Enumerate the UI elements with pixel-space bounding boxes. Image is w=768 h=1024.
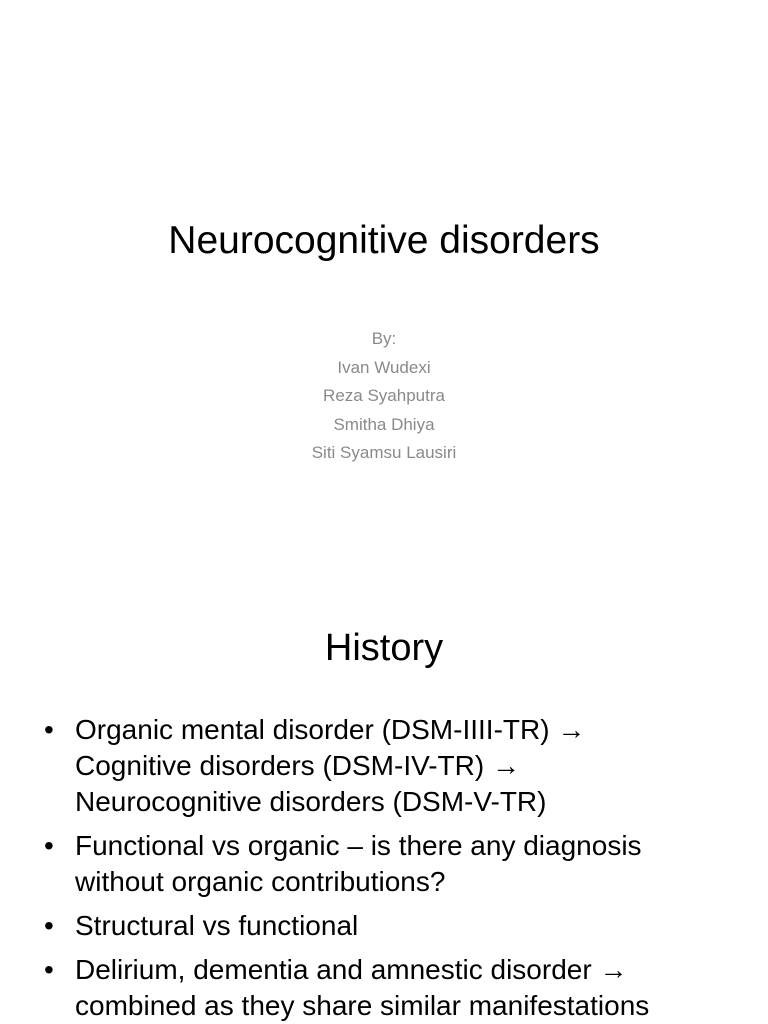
bullet-text-line: Structural vs functional bbox=[75, 910, 359, 941]
bullet-text-line: Functional vs organic – is there any diagnosis bbox=[75, 830, 642, 861]
bullet-list bbox=[0, 712, 768, 1024]
bullet-item bbox=[0, 952, 768, 1024]
bullet-text-line: Neurocognitive disorders (DSM-V-TR) bbox=[75, 786, 547, 817]
byline-label: By: bbox=[371, 329, 397, 348]
author-name: Siti Syamsu Lausiri bbox=[311, 443, 457, 462]
bullet-text-line: combined as they share similar manifestations bbox=[75, 990, 650, 1021]
slide-title: Neurocognitive disorders bbox=[168, 219, 600, 262]
bullet-icon: • bbox=[44, 830, 54, 861]
author-byline bbox=[0, 325, 768, 468]
author-name: Smitha Dhiya bbox=[333, 414, 435, 434]
bullet-icon: • bbox=[44, 910, 54, 941]
bullet-text-line: Cognitive disorders (DSM-IV-TR) → bbox=[75, 750, 520, 781]
bullet-text-line: without organic contributions? bbox=[75, 866, 446, 897]
bullet-item bbox=[0, 908, 768, 944]
bullet-item bbox=[0, 828, 768, 900]
section-heading: History bbox=[324, 627, 444, 669]
author-name: Reza Syahputra bbox=[323, 386, 445, 405]
bullet-icon: • bbox=[44, 714, 54, 745]
author-name: Ivan Wudexi bbox=[337, 357, 431, 377]
bullet-item bbox=[0, 712, 768, 820]
bullet-icon: • bbox=[44, 954, 54, 985]
bullet-text-line: Organic mental disorder (DSM-IIII-TR) → bbox=[75, 714, 586, 745]
bullet-text-line: Delirium, dementia and amnestic disorder → bbox=[75, 954, 628, 985]
